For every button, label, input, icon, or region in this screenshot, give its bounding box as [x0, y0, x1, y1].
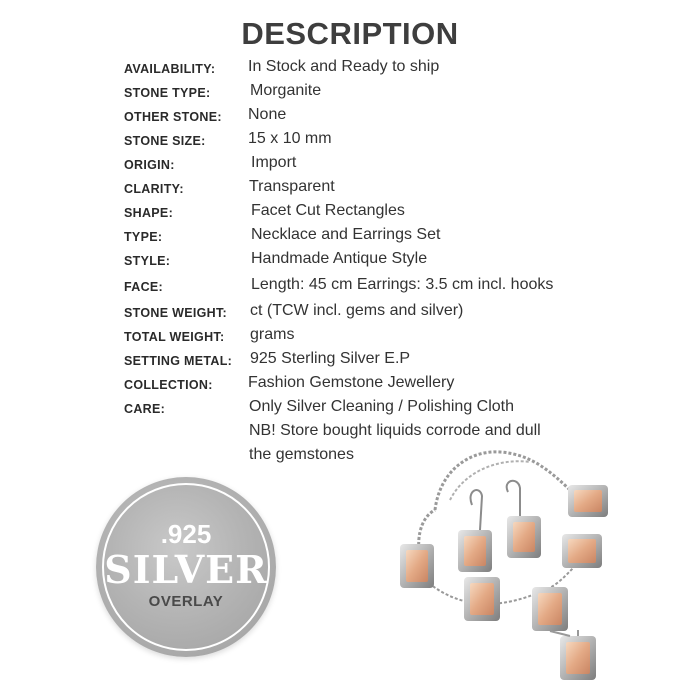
spec-label: CLARITY: [124, 182, 184, 196]
spec-value: Transparent [249, 178, 335, 195]
spec-value: In Stock and Ready to ship [248, 58, 440, 75]
spec-label: TOTAL WEIGHT: [124, 330, 225, 344]
spec-row-other-stone [124, 106, 684, 130]
spec-row-origin [124, 154, 684, 178]
spec-value: 15 x 10 mm [248, 130, 332, 147]
gem [562, 534, 602, 568]
silver-overlay-badge [96, 477, 276, 657]
chain [435, 452, 575, 510]
badge-purity: .925 [160, 519, 212, 549]
spec-label: AVAILABILITY: [124, 62, 216, 76]
chain [550, 631, 570, 636]
spec-value: Facet Cut Rectangles [251, 202, 405, 219]
spec-label: OTHER STONE: [124, 110, 222, 124]
spec-label: STONE WEIGHT: [124, 306, 227, 320]
gem [400, 544, 434, 588]
spec-row-care [124, 398, 684, 422]
spec-row-setting-metal [124, 350, 684, 374]
spec-value: Import [251, 154, 297, 171]
spec-row-stone-size [124, 130, 684, 154]
spec-row-type [124, 226, 684, 250]
spec-label: SHAPE: [124, 206, 174, 220]
spec-label: COLLECTION: [124, 378, 213, 392]
care-note-text: NB! Store bought liquids corrode and dull [249, 422, 541, 439]
spec-row-style [124, 250, 684, 274]
spec-row-availability [124, 58, 684, 82]
spec-value: Length: 45 cm Earrings: 3.5 cm incl. hooks [251, 276, 554, 293]
earring-hook [507, 481, 520, 518]
spec-row-total-weight [124, 326, 684, 350]
spec-label: TYPE: [124, 230, 163, 244]
spec-value: 925 Sterling Silver E.P [250, 350, 411, 367]
spec-row-face [124, 276, 684, 300]
badge-finish: OVERLAY [148, 593, 224, 610]
gem [568, 485, 608, 517]
spec-label: CARE: [124, 402, 166, 416]
spec-row-stone-type [124, 82, 684, 106]
earring-hook [471, 490, 482, 530]
page-title: DESCRIPTION [241, 16, 459, 51]
gem [507, 516, 541, 558]
gem [464, 577, 500, 621]
spec-row-stone-weight [124, 302, 684, 326]
spec-label: ORIGIN: [124, 158, 175, 172]
spec-value: None [248, 106, 287, 123]
spec-label: FACE: [124, 280, 163, 294]
spec-row-shape [124, 202, 684, 226]
care-note-text: the gemstones [249, 446, 354, 463]
spec-value: Fashion Gemstone Jewellery [248, 374, 455, 391]
spec-label: STONE SIZE: [124, 134, 206, 148]
spec-label: SETTING METAL: [124, 354, 233, 368]
spec-row-collection [124, 374, 684, 398]
chain [450, 461, 530, 500]
necklace-earrings-photo [380, 440, 640, 690]
badge-metal: SILVER [104, 547, 268, 592]
spec-value: Necklace and Earrings Set [251, 226, 441, 243]
spec-label: STYLE: [124, 254, 171, 268]
spec-label: STONE TYPE: [124, 86, 211, 100]
spec-value: Morganite [250, 82, 322, 99]
spec-value: ct (TCW incl. gems and silver) [250, 302, 464, 319]
gem [532, 587, 568, 631]
spec-value: Only Silver Cleaning / Polishing Cloth [249, 398, 515, 415]
spec-value: grams [250, 326, 295, 343]
spec-value: Handmade Antique Style [251, 250, 428, 267]
gem [560, 636, 596, 680]
gem [458, 530, 492, 572]
spec-row-clarity [124, 178, 684, 202]
